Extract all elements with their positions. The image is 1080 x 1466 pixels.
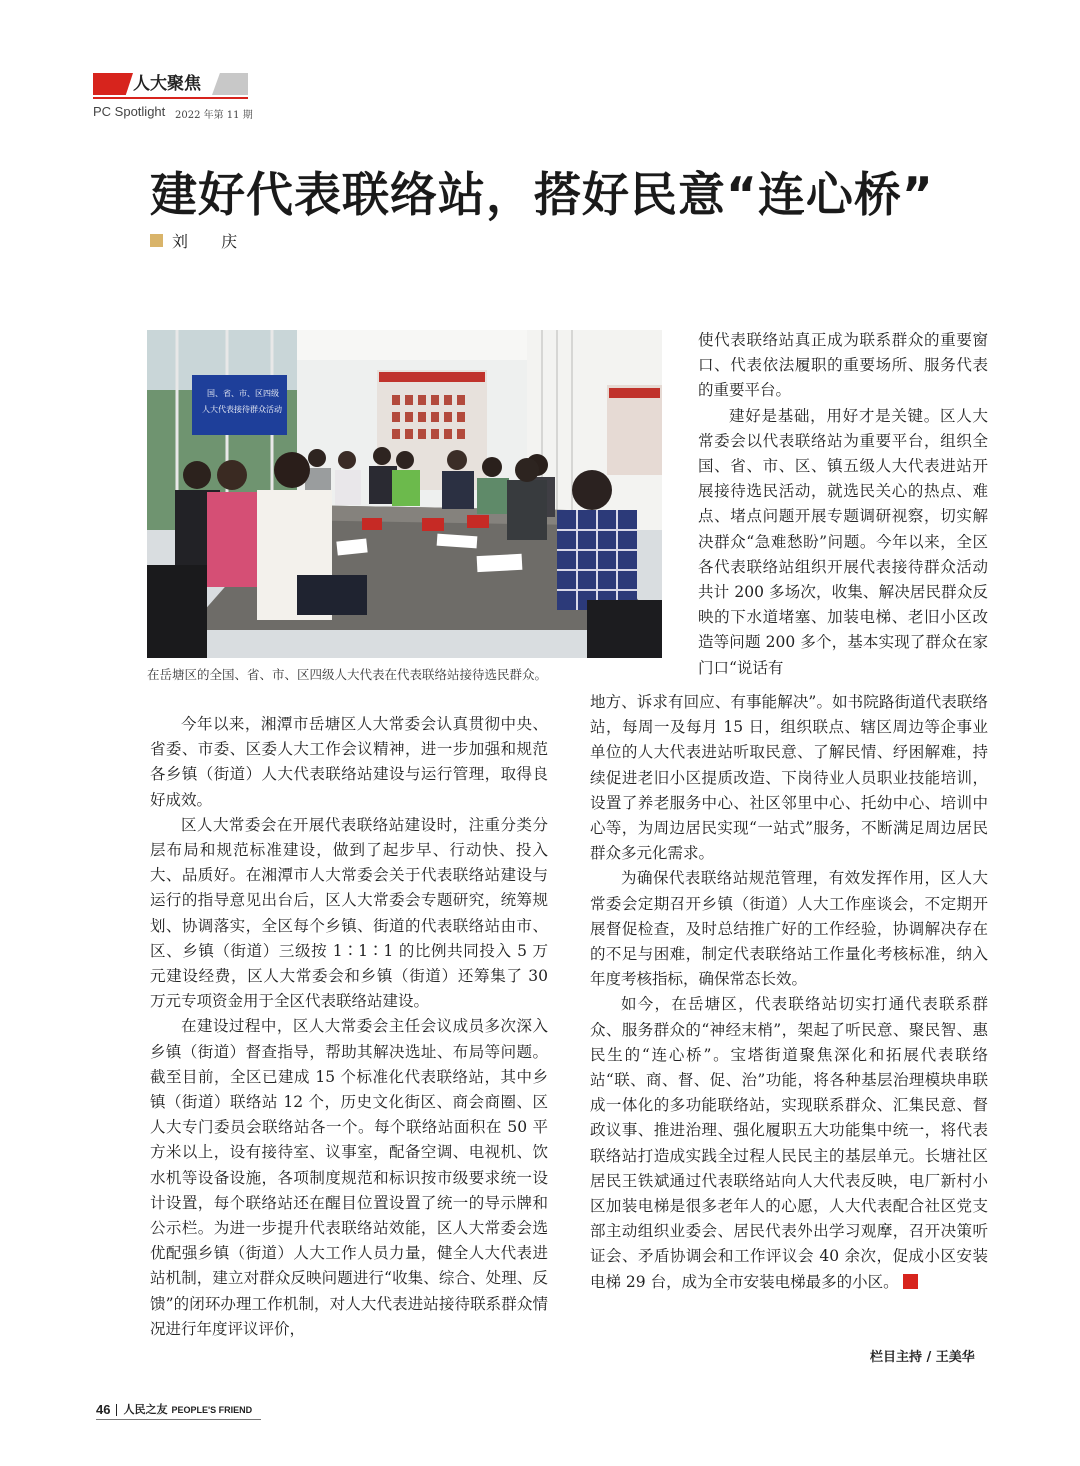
paragraph-6-text: 如今，在岳塘区，代表联络站切实打通代表联系群众、服务群众的“神经末梢”，架起了听民意、聚民智、惠民生的“连心桥”。宝塔街道聚焦深化和拓展代表联络站“联、商、督、促、治”功能，将各种基层治理模块串联成一体化的多功能联络站，实现联系群众、汇集民意、督政议事、推进治理、强化履职五大功能集中统一，将代表联络站打造成实践全过程人民民主的基层单元。长塘社区居民王铁斌通过代表联络站向人大代表反映，电厂新村小区加装电梯是很多老年人的心愿，人大代表配合社区党支部主动组织业委会、居民代表外出学习观摩，召开决策听证会、矛盾协调会和工作评议会 40 余次，促成小区安装电梯 29 台，成为全市安装电梯最多的小区。 (590, 995, 988, 1291)
footer-rule (96, 1419, 261, 1420)
header-red-block (93, 73, 133, 95)
page-number: 46 (96, 1402, 111, 1417)
screen-line1: 国、省、市、区四级 (207, 389, 279, 398)
page-footer (96, 1403, 252, 1417)
paragraph-1: 今年以来，湘潭市岳塘区人大常委会认真贯彻中央、省委、市委、区委人大工作会议精神，进一步加强和规范各乡镇（街道）人大代表联络站建设与运行管理，取得良好成效。 (150, 715, 548, 809)
end-mark-icon (903, 1274, 918, 1289)
paragraph-4-continued: 地方、诉求有回应、有事能解决”。如书院路街道代表联络站，每周一及每月 15 日，组织联点、辖区周边等企事业单位的人大代表进站听取民意、了解民情、纾困解难，持续促进老旧小区提质改造、下岗待业人员职业技能培训，设置了养老服务中心、社区邻里中心、托幼中心、培训中心等，为周边居民实现“一站式”服务，不断满足周边居民群众多元化需求。 (590, 693, 988, 863)
column-name: 人大聚焦 (133, 74, 201, 94)
column-host: 栏目主持 / 王美华 (870, 1350, 975, 1365)
header-gray-block (212, 73, 248, 95)
paragraph-3: 在建设过程中，区人大常委会主任会议成员多次深入乡镇（街道）督查指导，帮助其解决选址、布局等问题。截至目前，全区已建成 15 个标准化代表联络站，其中乡镇（街道）联络站 12 个，历史文化街区、商会商圈、区人大专门委员会联络站各一个。每个联络站面积在 50 平方米以上，设有接待室、议事室，配备空调、电视机、饮水机等设备设施，各项制度规范和标识按市级要求统一设计设置，每个联络站还在醒目位置设置了统一的导示牌和公示栏。为进一步提升代表联络站效能，区人大常委会选优配强乡镇（街道）人大工作人员力量，健全人大代表进站机制，建立对群众反映问题进行“收集、综合、处理、反馈”的闭环办理工作机制，对人大代表进站接待联系群众情况进行年度评议评价， (150, 1017, 548, 1338)
screen-line2: 人大代表接待群众活动 (202, 405, 282, 414)
article-photo (147, 330, 662, 658)
paragraph-2: 区人大常委会在开展代表联络站建设时，注重分类分层布局和规范标准建设，做到了起步早、行动快、投入大、品质好。在湘潭市人大常委会关于代表联络站建设与运行的指导意见出台后，区人大常委会专题研究，统筹规划、协调落实，全区每个乡镇、街道的代表联络站由市、区、乡镇（街道）三级按 1∶1∶1 的比例共同投入 5 万元建设经费，区人大常委会和乡镇（街道）还筹集了 30 万元专项资金用于全区代表联络站建设。 (150, 815, 548, 1011)
magazine-name-en: PEOPLE'S FRIEND (171, 1405, 253, 1415)
author-name: 刘 庆 (172, 232, 252, 251)
column-header (93, 73, 248, 95)
footer-divider (116, 1404, 117, 1416)
photo-caption: 在岳塘区的全国、省、市、区四级人大代表在代表联络站接待选民群众。 (147, 667, 548, 682)
paragraph-6 (590, 992, 988, 1294)
paragraph-4: 建好是基础，用好才是关键。区人大常委会以代表联络站为重要平台，组织全国、省、市、区、镇五级人大代表进站开展接待选民活动，就选民关心的热点、难点、堵点问题开展专题调研视察，切实解决群众“急难愁盼”问题。今年以来，全区各代表联络站组织开展代表接待群众活动共计 200 多场次，收集、解决居民群众反映的下水道堵塞、加装电梯、老旧小区改造等问题 200 多个，基本实现了群众在家门口“说话有 (698, 406, 988, 677)
right-column-bottom (590, 690, 988, 1295)
paragraph-continuation: 使代表联络站真正成为联系群众的重要窗口、代表依法履职的重要场所、服务代表的重要平台。 (698, 331, 988, 400)
magazine-name: 人民之友 (123, 1403, 168, 1416)
meeting-photo-illustration (147, 330, 662, 658)
issue-label: 2022 年第 11 期 (175, 110, 253, 121)
left-column (150, 712, 548, 1342)
spotlight-label: PC Spotlight (93, 104, 166, 119)
author-marker (150, 234, 163, 247)
article-title: 建好代表联络站，搭好民意“连心桥” (150, 168, 934, 223)
right-column-top (698, 328, 988, 681)
header-rule (93, 97, 248, 99)
paragraph-5: 为确保代表联络站规范管理，有效发挥作用，区人大常委会定期召开乡镇（街道）人大工作座谈会，不定期开展督促检查，及时总结推广好的工作经验，协调解决存在的不足与困难，制定代表联络站工作量化考核标准，纳入年度考核指标，确保常态长效。 (590, 869, 988, 989)
